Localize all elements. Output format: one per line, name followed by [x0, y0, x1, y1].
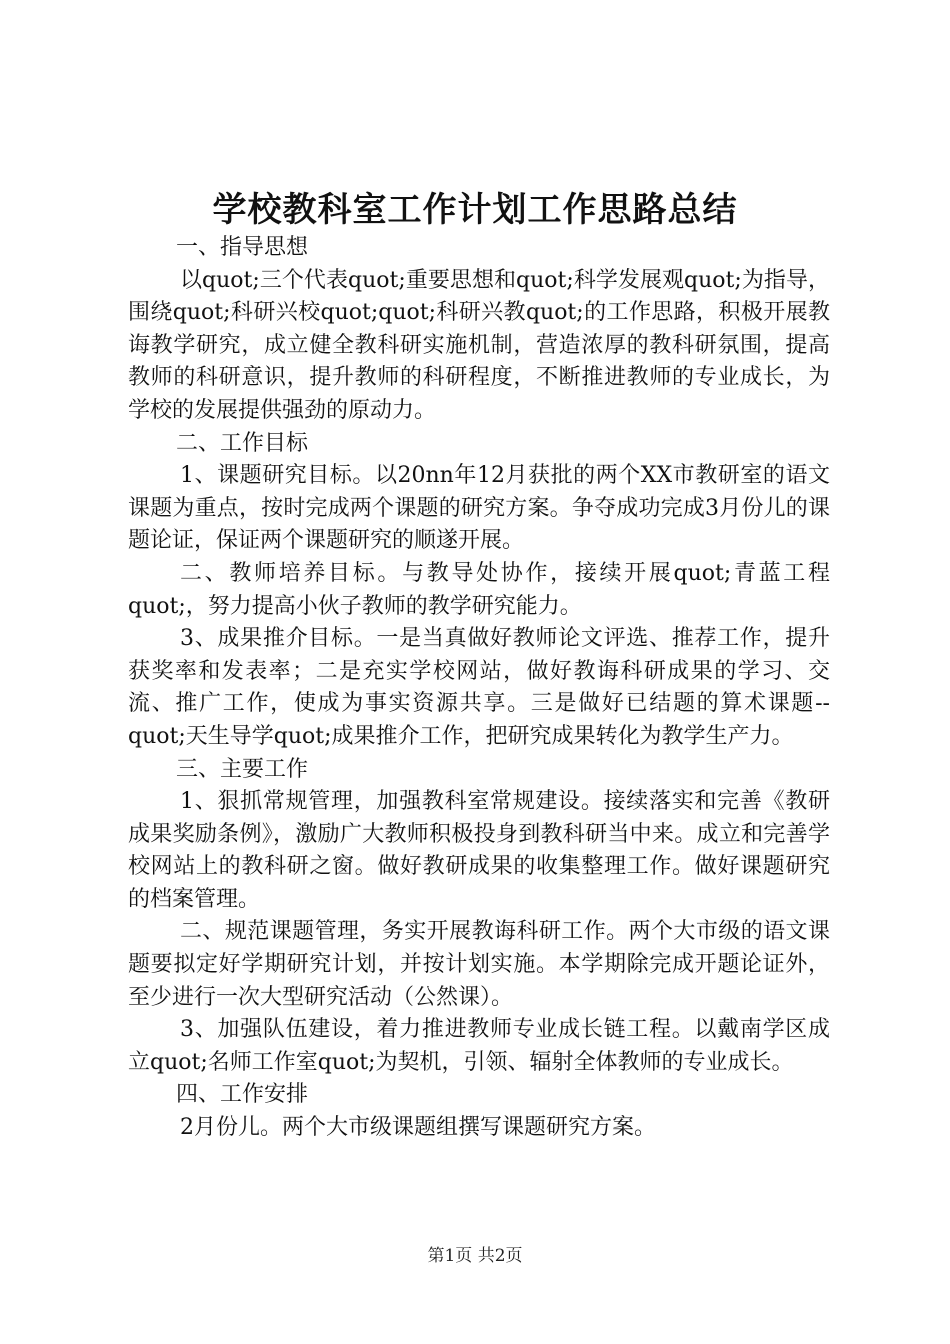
paragraph: 1、课题研究目标。以20nn年12月获批的两个XX市教研室的语文课题为重点，按时完成两个课题的研究方案。争夺成功完成3月份儿的课题论证，保证两个课题研究的顺遂开展。: [128, 463, 830, 554]
paragraph: 3、成果推介目标。一是当真做好教师论文评选、推荐工作，提升获奖率和发表率；二是充实学校网站，做好教诲科研成果的学习、交流、推广工作，使成为事实资源共享。三是做好已结题的算术课题--quot;天生导学quot;成果推介工作，把研究成果转化为教学生产力。: [128, 626, 830, 749]
paragraph: 1、狠抓常规管理，加强教科室常规建设。接续落实和完善《教研成果奖励条例》，激励广大教师积极投身到教科研当中来。成立和完善学校网站上的教科研之窗。做好教研成果的收集整理工作。做好课题研究的档案管理。: [128, 789, 830, 912]
paragraph: 二、规范课题管理，务实开展教诲科研工作。两个大市级的语文课题要拟定好学期研究计划，并按计划实施。本学期除完成开题论证外，至少进行一次大型研究活动（公然课）。: [128, 919, 830, 1010]
paragraph: 2月份儿。两个大市级课题组撰写课题研究方案。: [180, 1115, 656, 1141]
section-heading: 一、指导思想: [176, 235, 309, 260]
paragraph: 二、教师培养目标。与教导处协作，接续开展quot;青蓝工程quot;，努力提高小伙子教师的教学研究能力。: [128, 560, 830, 619]
paragraph: 以quot;三个代表quot;重要思想和quot;科学发展观quot;为指导，围绕quot;科研兴校quot;quot;科研兴教quot;的工作思路，积极开展教诲教学研究，成立健全教科研实施机制，营造浓厚的教科研氛围，提高教师的科研意识，提升教师的科研程度，不断推进教师的专业成长，为学校的发展提供强劲的原动力。: [128, 267, 830, 423]
document-title: 学校教科室工作计划工作思路总结: [212, 190, 738, 230]
section-heading: 二、工作目标: [176, 430, 309, 456]
paragraph: 3、加强队伍建设，着力推进教师专业成长链工程。以戴南学区成立quot;名师工作室quot;为契机，引领、辐射全体教师的专业成长。: [128, 1017, 830, 1075]
section-heading: 三、主要工作: [176, 756, 309, 782]
document-body: [128, 232, 830, 1145]
section-heading: 四、工作安排: [176, 1082, 309, 1108]
page-footer: 第1页 共2页: [427, 1246, 523, 1266]
